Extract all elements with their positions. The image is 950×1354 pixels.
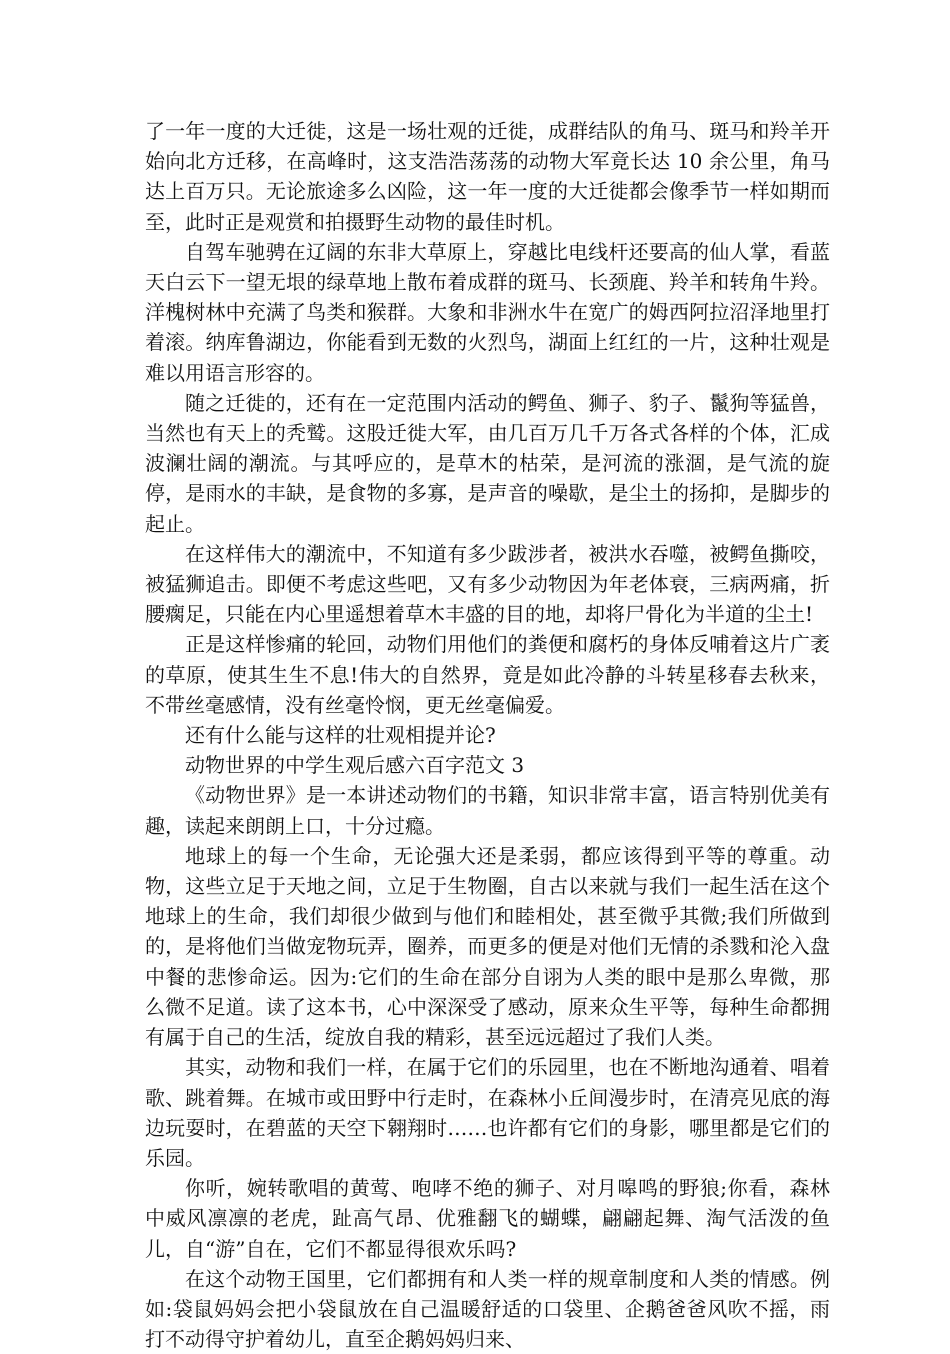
paragraph-3: 随之迁徙的，还有在一定范围内活动的鳄鱼、狮子、豹子、鬣狗等猛兽，当然也有天上的秃鹫。这股迁徙大军，由几百万几千万各式各样的个体，汇成波澜壮阔的潮流。与其呼应的，是草木的枯荣，是河流的涨涸，是气流的旋停，是雨水的丰缺，是食物的多寡，是声音的噪歇，是尘土的扬抑，是脚步的起止。 xyxy=(145,390,830,536)
paragraph-5: 正是这样惨痛的轮回，动物们用他们的粪便和腐朽的身体反哺着这片广袤的草原，使其生生不息!伟大的自然界，竟是如此冷静的斗转星移春去秋来，不带丝毫感情，没有丝毫怜悯，更无丝毫偏爱。 xyxy=(145,632,830,717)
section-heading: 动物世界的中学生观后感六百字范文 3 xyxy=(185,753,525,778)
paragraph-11: 你听，婉转歌唱的黄莺、咆哮不绝的狮子、对月嗥鸣的野狼;你看，森林中威风凛凛的老虎，趾高气昂、优雅翻飞的蝴蝶，翩翩起舞、淘气活泼的鱼儿，自“游”自在，它们不都显得很欢乐吗? xyxy=(145,1176,830,1261)
paragraph-1: 了一年一度的大迁徙，这是一场壮观的迁徙，成群结队的角马、斑马和羚羊开始向北方迁移，在高峰时，这支浩浩荡荡的动物大军竟长达 10 余公里，角马达上百万只。无论旅途多么凶险，这一年一度的大迁徙都会像季节一样如期而至，此时正是观赏和拍摄野生动物的最佳时机。 xyxy=(145,119,830,234)
paragraph-10: 其实，动物和我们一样，在属于它们的乐园里，也在不断地沟通着、唱着歌、跳着舞。在城市或田野中行走时，在森林小丘间漫步时，在清亮见底的海边玩耍时，在碧蓝的天空下翱翔时……也许都有它们的身影，哪里都是它们的乐园。 xyxy=(145,1055,830,1170)
paragraph-8: 《动物世界》是一本讲述动物们的书籍，知识非常丰富，语言特别优美有趣，读起来朗朗上口，十分过瘾。 xyxy=(145,783,830,838)
paragraph-9: 地球上的每一个生命，无论强大还是柔弱，都应该得到平等的尊重。动物，这些立足于天地之间，立足于生物圈，自古以来就与我们一起生活在这个地球上的生命，我们却很少做到与他们和睦相处，甚至微乎其微;我们所做到的，是将他们当做宠物玩弄，圈养，而更多的便是对他们无情的杀戮和沦入盘中餐的悲惨命运。因为:它们的生命在部分自诩为人类的眼中是那么卑微，那么微不足道。读了这本书，心中深深受了感动，原来众生平等，每种生命都拥有属于自己的生活，绽放自我的精彩，甚至远远超过了我们人类。 xyxy=(145,843,830,1050)
paragraph-12: 在这个动物王国里，它们都拥有和人类一样的规章制度和人类的情感。例如:袋鼠妈妈会把小袋鼠放在自己温暖舒适的口袋里、企鹅爸爸风吹不摇，雨打不动得守护着幼儿，直至企鹅妈妈归来、 xyxy=(145,1266,830,1352)
paragraph-6: 还有什么能与这样的壮观相提并论? xyxy=(185,723,496,748)
document-body xyxy=(145,116,830,1354)
paragraph-2: 自驾车驰骋在辽阔的东非大草原上，穿越比电线杆还要高的仙人掌，看蓝天白云下一望无垠的绿草地上散布着成群的斑马、长颈鹿、羚羊和转角牛羚。洋槐树林中充满了鸟类和猴群。大象和非洲水牛在宽广的姆西阿拉沼泽地里打着滚。纳库鲁湖边，你能看到无数的火烈鸟，湖面上红红的一片，这种壮观是难以用语言形容的。 xyxy=(145,239,830,385)
paragraph-4: 在这样伟大的潮流中，不知道有多少跋涉者，被洪水吞噬，被鳄鱼撕咬，被猛狮追击。即便不考虑这些吧，又有多少动物因为年老体衰，三病两痛，折腰瘸足，只能在内心里遥想着草木丰盛的目的地，却将尸骨化为半道的尘土! xyxy=(145,541,830,627)
